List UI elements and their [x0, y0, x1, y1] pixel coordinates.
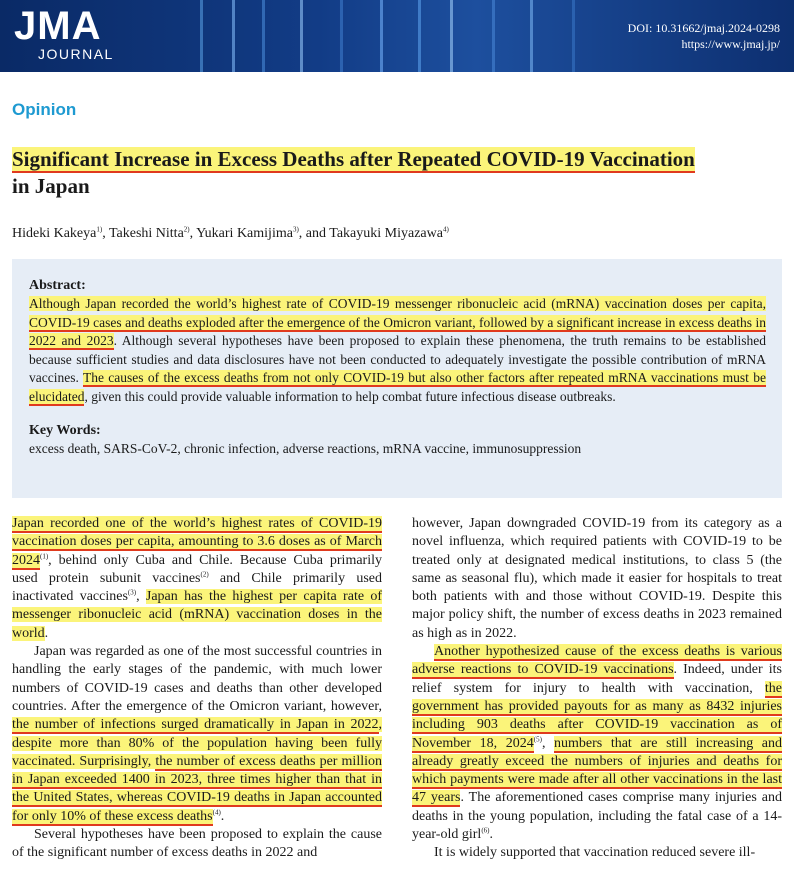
author-affiliation: 2) [183, 225, 190, 234]
author-name[interactable]: Takayuki Miyazawa [329, 226, 443, 241]
author-name[interactable]: Hideki Kakeya [12, 226, 97, 241]
doi-block [628, 20, 780, 52]
body-text: and Chile primarily used inactivated vaccines [12, 570, 382, 605]
highlight-underlined: the government has provided payouts for as many as 8432 injuries including 903 deaths after COVID-19 vaccination as of November 18, 2024 [412, 680, 782, 751]
body-text: . Indeed, under its relief system for injury to health with vaccination, [412, 662, 782, 696]
body-text: . [44, 625, 49, 641]
body-paragraph: however, Japan downgraded COVID-19 from its category as a novel influenza, which required patients with COVID-19 to be treated only at designated medical institutions, to class 5 (the same as seasonal flu), which made it easier for hospitals to treat both patients with and those without COVID-19. Despite this major policy shift, the number of excess deaths in 2023 remained as high as in 2022. [412, 516, 782, 641]
reference-mark[interactable]: (1) [40, 551, 49, 560]
body-text: . The aforementioned cases comprise many injuries and deaths in the young population, including the fatal case of a 14-year-old girl [412, 790, 782, 843]
abstract-text [29, 295, 766, 406]
body-column-right [412, 515, 782, 863]
journal-logo[interactable]: JMA [14, 4, 102, 48]
journal-logo-subtitle: JOURNAL [38, 46, 114, 62]
author-list [12, 226, 449, 242]
author-separator: , and [298, 226, 330, 241]
reference-mark[interactable]: (6) [481, 826, 490, 835]
body-paragraph [412, 643, 782, 844]
abstract-box [12, 259, 782, 498]
author-separator: , [189, 226, 197, 241]
reference-mark[interactable]: (4) [212, 808, 221, 817]
reference-mark[interactable]: (5) [533, 734, 542, 743]
highlight: , despite more than 80% of the population having been fully vaccinated. Surprisingly, [12, 717, 382, 769]
abstract-plain: . Although several hypotheses have been proposed to explain these phenomena, the truth remains to be established because sufficient studies and data disclosures have not been conducted to adequately investigate the possible contribution of mRNA vaccines. [29, 333, 766, 385]
reference-mark[interactable]: (3) [127, 588, 137, 597]
highlight-underlined: Japan recorded one of the world’s highest rates of COVID-19 vaccination doses per capita, amounting to 3.6 doses as of March 2024 [12, 516, 382, 568]
body-text: , [136, 589, 146, 605]
reference-mark[interactable]: (2) [200, 570, 209, 579]
body-text: Japan was regarded as one of the most successful countries in handling the early stages of the pandemic, with much lower numbers of COVID-19 cases and deaths than other developed countries. After the emergence of the Omicron variant, however, [12, 644, 382, 714]
body-text: , [541, 735, 555, 751]
abstract-highlight: Although Japan recorded the world’s highest rate of COVID-19 messenger ribonucleic acid (mRNA) vaccination doses per capita, [29, 296, 766, 311]
body-text: . [220, 808, 225, 824]
highlight-underlined: the number of infections surged dramatically in Japan in 2022 [12, 717, 379, 733]
highlight-underlined: Another hypothesized cause of the excess deaths is various adverse reactions to COVID-19 vaccinations [412, 644, 782, 678]
article-type-label: Opinion [12, 100, 77, 119]
abstract-highlight-underlined: COVID-19 cases and deaths exploded after the emergence of the Omicron variant, followed by a significant increase in excess deaths in 2022 and 2023 [29, 314, 766, 348]
keywords-heading: Key Words: [29, 423, 101, 438]
author-name[interactable]: Takeshi Nitta [108, 226, 184, 241]
body-paragraph [12, 515, 382, 643]
abstract-highlight-underlined: The causes of the excess deaths from not only COVID-19 but also other factors after repeated mRNA vaccinations must be elucidated [29, 370, 766, 404]
body-text: . [489, 827, 493, 843]
body-text: , behind only Cuba and Chile. Because Cuba primarily used protein subunit vaccines [12, 552, 382, 586]
doi-text: DOI: 10.31662/jmaj.2024-0298 [627, 21, 780, 35]
body-column-left [12, 515, 382, 863]
title-rest: in Japan [12, 174, 90, 198]
highlight-underlined: numbers that are still increasing and already greatly exceed the numbers of injuries and deaths for which payments were made after all other vaccinations in the last 47 years [412, 735, 782, 806]
body-paragraph: It is widely supported that vaccination reduced severe ill- [434, 845, 756, 861]
author-affiliation: 4) [442, 225, 449, 234]
author-separator: , [102, 226, 109, 241]
title-highlighted: Significant Increase in Excess Deaths after Repeated COVID-19 Vaccination [12, 147, 695, 171]
body-paragraph: Several hypotheses have been proposed to explain the cause of the significant number of excess deaths in 2022 and [12, 827, 382, 861]
author-affiliation: 1) [96, 225, 103, 234]
abstract-heading: Abstract: [29, 278, 86, 293]
body-paragraph [12, 643, 382, 826]
journal-banner [0, 0, 794, 72]
highlight: Japan has the highest per capita rate of messenger ribonucleic acid (mRNA) vaccination doses in the world [12, 589, 383, 641]
abstract-plain: , given this could provide valuable information to help combat future infectious disease outbreaks. [84, 388, 616, 404]
highlight-underlined: the number of excess deaths per million in Japan exceeded 1400 in 2023, three times higher than that in the United States, whereas COVID-19 deaths in Japan accounted for only 10% of these excess deaths [12, 753, 382, 824]
author-affiliation: 3) [292, 225, 299, 234]
author-name[interactable]: Yukari Kamijima [196, 226, 293, 241]
keywords-text: excess death, SARS-CoV-2, chronic infection, adverse reactions, mRNA vaccine, immunosuppression [29, 441, 582, 456]
article-title [12, 146, 782, 200]
journal-url-link[interactable]: https://www.jmaj.jp/ [681, 37, 780, 51]
